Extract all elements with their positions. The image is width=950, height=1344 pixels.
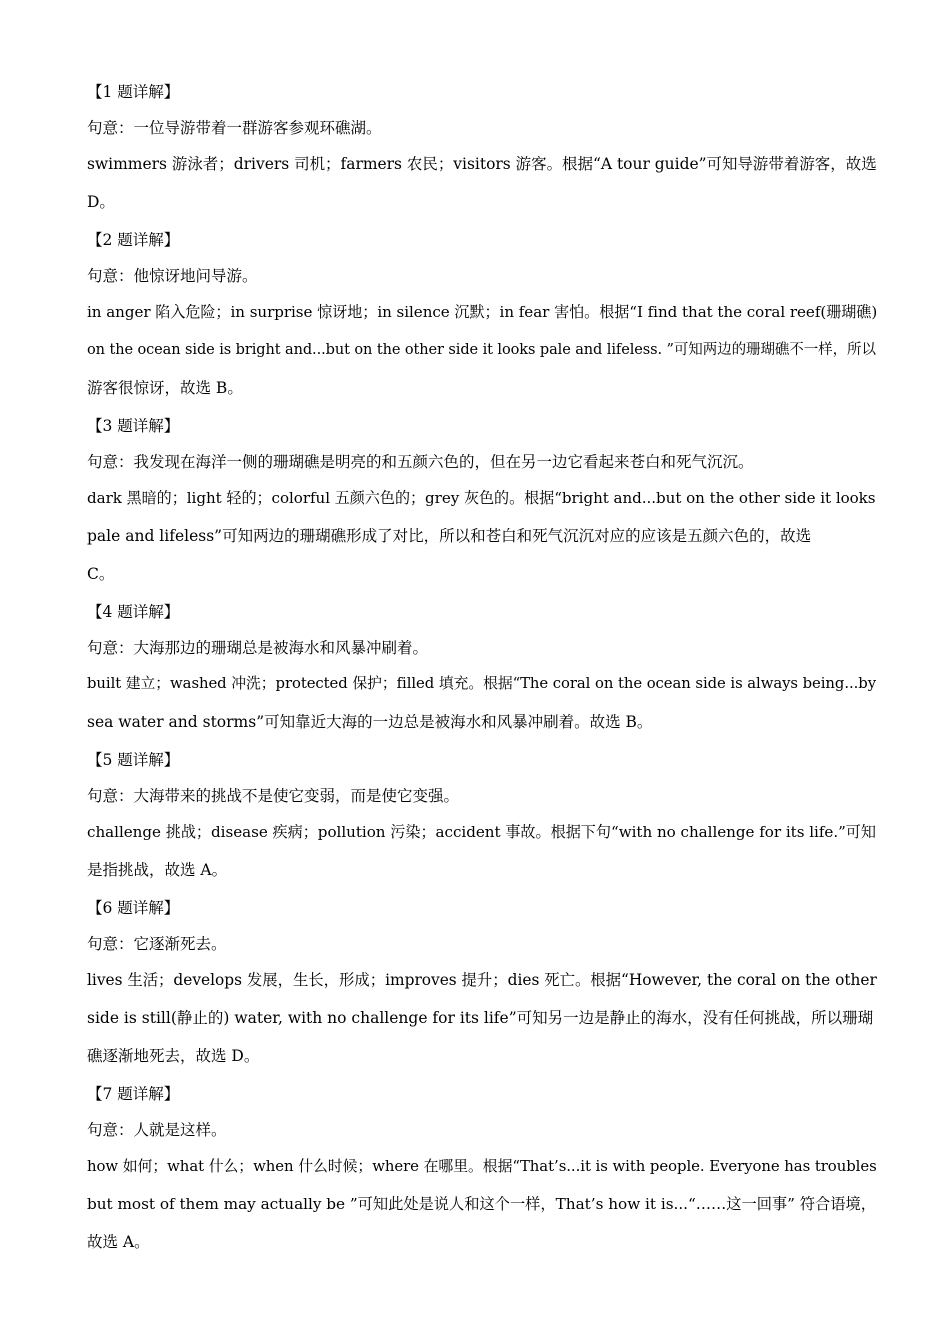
item-2-explanation-line: 游客很惊讶，故选 B。 [87, 379, 243, 397]
item-7-heading: 【7 题详解】 [87, 1085, 180, 1103]
item-3-explanation-line: C。 [87, 565, 115, 583]
answer-explanations [87, 77, 878, 1265]
item-2-explanation-line: on the ocean side is bright and...but on the other side it looks pale and lifeless. ”可知两边的珊瑚礁不一样，所以 [87, 342, 876, 358]
item-1-heading: 【1 题详解】 [87, 83, 180, 101]
item-3-explanation-line: dark 黑暗的；light 轻的；colorful 五颜六色的；grey 灰色的。根据“bright and...but on the other side it looks [87, 489, 876, 507]
item-6-explanation-line: lives 生活；develops 发展，生长，形成；improves 提升；dies 死亡。根据“However, the coral on the other [87, 971, 877, 989]
item-4-heading: 【4 题详解】 [87, 603, 180, 621]
item-1-explanation-line: swimmers 游泳者；drivers 司机；farmers 农民；visitors 游客。根据“A tour guide”可知导游带着游客，故选 [87, 155, 877, 173]
item-7-explanation-line: but most of them may actually be ”可知此处是说人和这个一样，That’s how it is...“……这一回事” 符合语境， [87, 1195, 876, 1213]
item-3-sense: 句意：我发现在海洋一侧的珊瑚礁是明亮的和五颜六色的，但在另一边它看起来苍白和死气沉沉。 [87, 453, 754, 471]
item-3-heading: 【3 题详解】 [87, 417, 180, 435]
item-1-sense: 句意：一位导游带着一群游客参观环礁湖。 [87, 119, 382, 137]
item-7-explanation-line: how 如何；what 什么；when 什么时候；where 在哪里。根据“That’s...it is with people. Everyone has troubles [87, 1157, 877, 1175]
item-6-heading: 【6 题详解】 [87, 899, 180, 917]
item-5-sense: 句意：大海带来的挑战不是使它变弱，而是使它变强。 [87, 787, 460, 805]
item-4-explanation-line: sea water and storms”可知靠近大海的一边总是被海水和风暴冲刷着。故选 B。 [87, 713, 653, 731]
item-2-explanation-line: in anger 陷入危险；in surprise 惊讶地；in silence 沉默；in fear 害怕。根据“I find that the coral reef(珊瑚礁) [87, 303, 878, 321]
item-7-explanation-line: 故选 A。 [87, 1233, 150, 1251]
item-4-explanation-line: built 建立；washed 冲洗；protected 保护；filled 填充。根据“The coral on the ocean side is always being...by [87, 675, 877, 692]
item-5-heading: 【5 题详解】 [87, 751, 180, 769]
item-4-sense: 句意：大海那边的珊瑚总是被海水和风暴冲刷着。 [87, 639, 429, 657]
item-3-explanation-line: pale and lifeless”可知两边的珊瑚礁形成了对比，所以和苍白和死气沉沉对应的应该是五颜六色的，故选 [87, 527, 812, 545]
item-2-heading: 【2 题详解】 [87, 231, 180, 249]
item-2-sense: 句意：他惊讶地问导游。 [87, 267, 258, 285]
item-5-explanation-line: 是指挑战，故选 A。 [87, 861, 228, 879]
item-5-explanation-line: challenge 挑战；disease 疾病；pollution 污染；accident 事故。根据下句“with no challenge for its life.”可知 [87, 823, 876, 841]
item-1-explanation-line: D。 [87, 193, 115, 211]
item-6-explanation-line: 礁逐渐地死去，故选 D。 [87, 1047, 260, 1065]
item-6-explanation-line: side is still(静止的) water, with no challenge for its life”可知另一边是静止的海水，没有任何挑战，所以珊瑚 [87, 1009, 874, 1027]
item-6-sense: 句意：它逐渐死去。 [87, 935, 227, 953]
item-7-sense: 句意：人就是这样。 [87, 1121, 227, 1139]
